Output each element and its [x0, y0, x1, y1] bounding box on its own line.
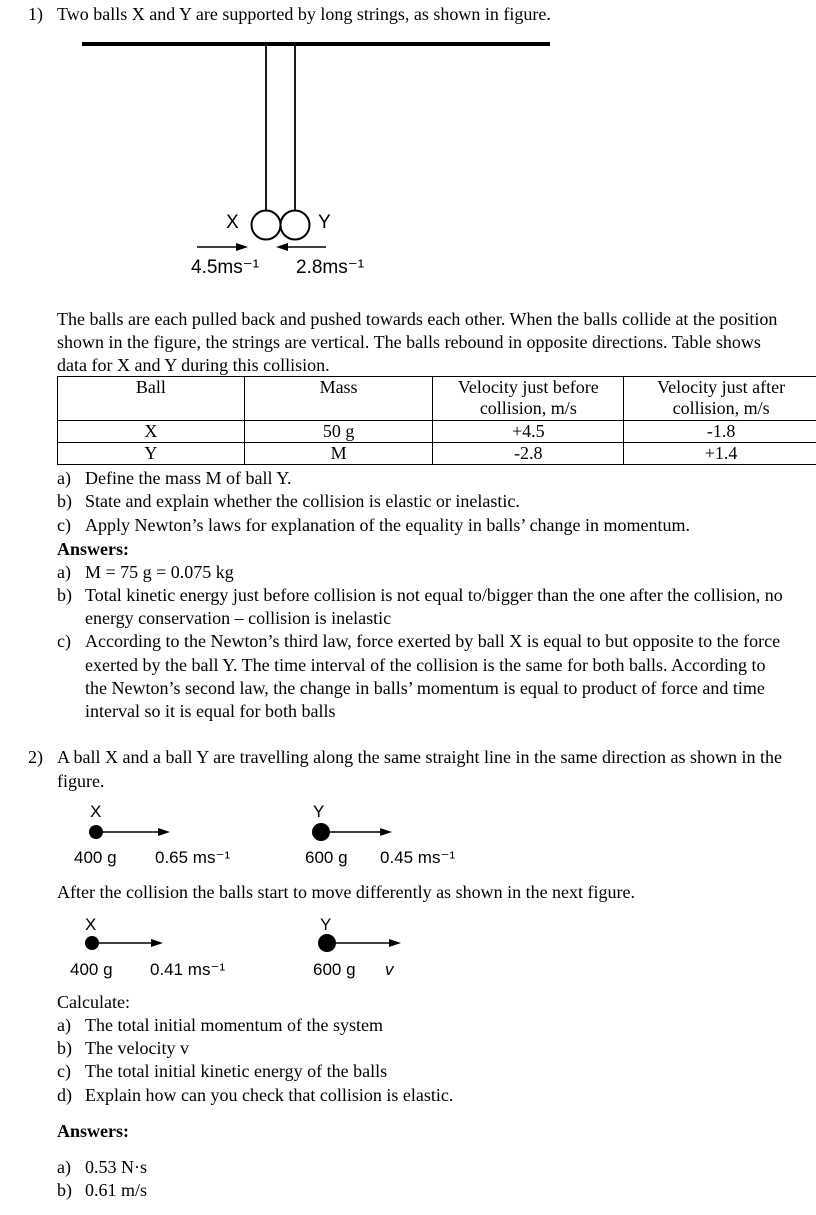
- q2-question-a-label: a): [57, 1015, 71, 1035]
- q1-question-b-label: b): [57, 491, 72, 511]
- q1-answer-b-line-1: Total kinetic energy just before collision is not equal to/bigger than the one after the collision, no: [85, 585, 783, 605]
- fig1-label-y: Y: [313, 802, 325, 821]
- table-header-row: [58, 377, 816, 421]
- q2-question-c-text: The total initial kinetic energy of the balls: [85, 1061, 388, 1081]
- q2-question-d-text: Explain how can you check that collision is elastic.: [85, 1085, 454, 1105]
- fig2-arrow-y: [389, 939, 401, 947]
- q1-question-b-text: State and explain whether the collision is elastic or inelastic.: [85, 491, 520, 511]
- fig1-arrow-x: [158, 828, 170, 836]
- ball-x: [252, 211, 281, 240]
- q2-calculate: Calculate:: [57, 992, 130, 1012]
- fig1-arrow-y: [380, 828, 392, 836]
- table-header-cell: Ball: [58, 377, 245, 421]
- pendulum-velocity-y: 2.8ms⁻¹: [296, 257, 365, 278]
- fig1-label-x: X: [90, 802, 102, 821]
- pendulum-label-y: Y: [318, 212, 331, 233]
- q2-answer-a-text: 0.53 N·s: [85, 1157, 147, 1177]
- table-row: [58, 443, 816, 465]
- q1-answer-c-line-3: the Newton’s second law, the change in balls’ momentum is equal to product of force and time: [85, 678, 765, 698]
- arrow-y: [276, 243, 288, 251]
- q1-answer-a-label: a): [57, 562, 71, 582]
- q1-answer-b-line-2: energy conservation – collision is inelastic: [85, 608, 392, 628]
- q2-answer-b-text: 0.61 m/s: [85, 1180, 148, 1200]
- q1-answer-c-line-2: exerted by the ball Y. The time interval of the collision is the same for both balls. According to: [85, 655, 766, 675]
- fig1-mass-x: 400 g: [74, 848, 117, 867]
- table-cell: -1.8: [624, 421, 816, 443]
- q1-answer-b-label: b): [57, 585, 72, 605]
- table-cell: -2.8: [433, 443, 624, 465]
- q2-question-d-label: d): [57, 1085, 72, 1105]
- table-header-cell: Velocity just before collision, m/s: [433, 377, 624, 421]
- table-cell: X: [58, 421, 245, 443]
- fig2-label-y: Y: [320, 915, 332, 934]
- fig2-label-x: X: [85, 915, 97, 934]
- fig2-motion-diagram: [78, 929, 408, 959]
- fig1-velocity-y: 0.45 ms⁻¹: [380, 848, 456, 867]
- fig2-velocity-y: v: [385, 960, 394, 979]
- fig1-velocity-x: 0.65 ms⁻¹: [155, 848, 231, 867]
- pendulum-velocity-x: 4.5ms⁻¹: [191, 257, 260, 278]
- question-2-line-1: A ball X and a ball Y are travelling along the same straight line in the same direction as shown in the: [57, 747, 782, 767]
- q1-question-a-text: Define the mass M of ball Y.: [85, 468, 292, 488]
- q1-answer-c-label: c): [57, 631, 71, 651]
- q2-answer-b-label: b): [57, 1180, 72, 1200]
- table-row: [58, 421, 816, 443]
- q1-question-a-label: a): [57, 468, 71, 488]
- collision-data-table: [57, 376, 816, 465]
- arrow-x: [236, 243, 248, 251]
- fig2-mass-x: 400 g: [70, 960, 113, 979]
- q1-question-c-label: c): [57, 515, 71, 535]
- table-header-cell: Velocity just after collision, m/s: [624, 377, 816, 421]
- table-cell: Y: [58, 443, 245, 465]
- question-2-number: 2): [28, 747, 43, 767]
- q2-after-collision-text: After the collision the balls start to move differently as shown in the next figure.: [57, 882, 636, 902]
- table-cell: 50 g: [244, 421, 433, 443]
- table-cell: M: [244, 443, 433, 465]
- q2-answer-a-label: a): [57, 1157, 71, 1177]
- question-1-number: 1): [28, 4, 43, 24]
- table-cell: +1.4: [624, 443, 816, 465]
- fig1-mass-y: 600 g: [305, 848, 348, 867]
- q1-paragraph-line-2: shown in the figure, the strings are vertical. The balls rebound in opposite directions. Table shows: [57, 332, 761, 352]
- fig2-arrow-x: [151, 939, 163, 947]
- q1-paragraph-line-1: The balls are each pulled back and pushed towards each other. When the balls collide at the position: [57, 309, 778, 329]
- pendulum-label-x: X: [226, 212, 239, 233]
- q1-answers-title: Answers:: [57, 539, 129, 559]
- q2-question-b-label: b): [57, 1038, 72, 1058]
- q2-question-c-label: c): [57, 1061, 71, 1081]
- fig2-mass-y: 600 g: [313, 960, 356, 979]
- q1-answer-c-line-1: According to the Newton’s third law, force exerted by ball X is equal to but opposite to the force: [85, 631, 781, 651]
- q2-question-a-text: The total initial momentum of the system: [85, 1015, 383, 1035]
- q1-answer-c-line-4: interval so it is equal for both balls: [85, 701, 336, 721]
- question-2-line-2: figure.: [57, 771, 105, 791]
- ball-y: [281, 211, 310, 240]
- q1-answer-a-text: M = 75 g = 0.075 kg: [85, 562, 234, 582]
- q1-paragraph-line-3: data for X and Y during this collision.: [57, 355, 330, 375]
- table-header-cell: Mass: [244, 377, 433, 421]
- question-1-text: Two balls X and Y are supported by long strings, as shown in figure.: [57, 4, 551, 24]
- table-cell: +4.5: [433, 421, 624, 443]
- q2-answers-title: Answers:: [57, 1121, 129, 1141]
- fig2-velocity-x: 0.41 ms⁻¹: [150, 960, 226, 979]
- fig1-motion-diagram: [80, 818, 410, 848]
- q2-question-b-text: The velocity v: [85, 1038, 189, 1058]
- q1-question-c-text: Apply Newton’s laws for explanation of the equality in balls’ change in momentum.: [85, 515, 691, 535]
